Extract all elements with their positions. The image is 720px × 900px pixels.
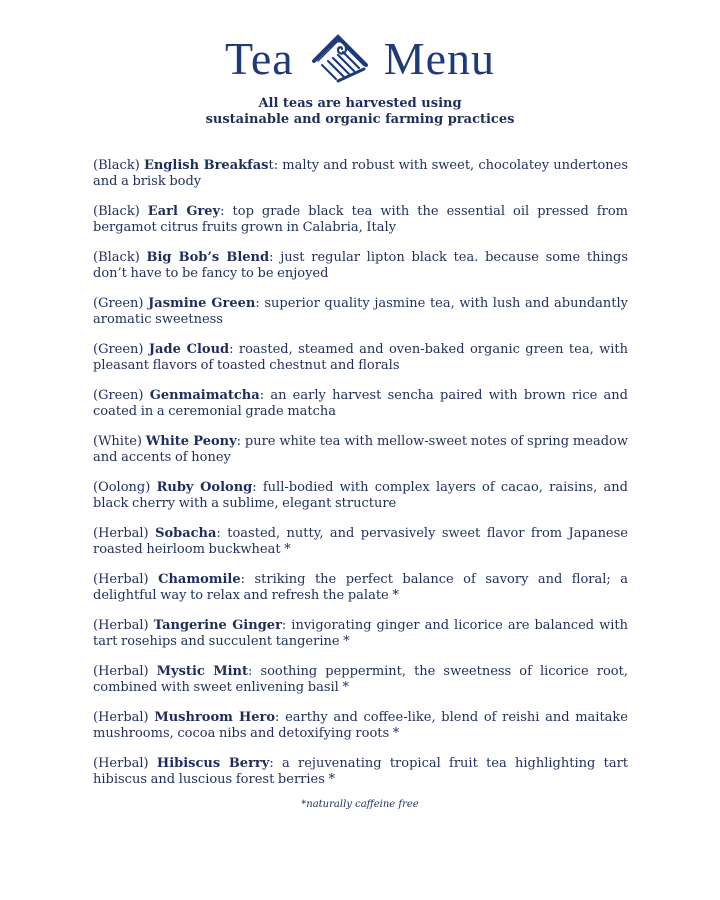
tea-type: (Herbal) — [93, 710, 149, 725]
tea-name: Genmaimatcha — [149, 388, 260, 403]
menu-item — [93, 296, 628, 328]
menu-item — [93, 342, 628, 374]
subtitle-line-1: All teas are harvested using — [258, 96, 462, 111]
tea-name: Earl Grey — [147, 204, 221, 219]
tea-name: English Breakfas — [143, 158, 269, 173]
page-header — [0, 24, 720, 94]
tea-type: (Herbal) — [93, 526, 149, 541]
tea-description: : earthy and coffee-like, blend of reishi and maitake mushrooms, cocoa nibs and detoxifying roots * — [93, 710, 628, 741]
tea-description: : just regular lipton black tea. because some things don’t have to be fancy to be enjoyed — [93, 250, 628, 281]
tea-type: (Herbal) — [93, 572, 149, 587]
tea-description: : a rejuvenating tropical fruit tea highlighting tart hibiscus and luscious forest berries * — [93, 756, 628, 787]
tea-description: : pure white tea with mellow-sweet notes of spring meadow and accents of honey — [93, 434, 628, 465]
tea-name: Big Bob’s Blend — [146, 250, 270, 265]
menu-item — [93, 710, 628, 742]
tea-name: White Peony — [145, 434, 237, 449]
tea-type: (Green) — [93, 296, 144, 311]
menu-item — [93, 618, 628, 650]
menu-item — [93, 158, 628, 190]
subtitle-line-2: sustainable and organic farming practices — [205, 112, 515, 127]
tea-description: : superior quality jasmine tea, with lush and abundantly aromatic sweetness — [93, 296, 628, 327]
tea-name: Mystic Mint — [156, 664, 249, 679]
caffeine-footnote: *naturally caffeine free — [301, 799, 419, 810]
menu-item — [93, 434, 628, 466]
tea-name: Hibiscus Berry — [156, 756, 270, 771]
title-menu: Menu — [383, 33, 496, 84]
menu-item — [93, 388, 628, 420]
tea-type: (Oolong) — [93, 480, 151, 495]
tea-description: : toasted, nutty, and pervasively sweet flavor from Japanese roasted heirloom buckwheat * — [93, 526, 628, 557]
tea-name: Chamomile — [158, 572, 241, 587]
menu-item — [93, 664, 628, 696]
tea-name: Jasmine Green — [148, 296, 256, 311]
tea-type: (Herbal) — [93, 618, 149, 633]
tea-menu-list — [93, 158, 628, 802]
tea-name: Mushroom Hero — [154, 710, 276, 725]
tea-type: (Herbal) — [93, 756, 149, 771]
temple-pillar-logo-icon — [308, 31, 372, 87]
menu-item — [93, 572, 628, 604]
tea-description: : top grade black tea with the essential oil pressed from bergamot citrus fruits grown in Calabria, Italy — [93, 204, 628, 235]
menu-item — [93, 480, 628, 512]
tea-description: : malty and robust with sweet, chocolatey undertones and a brisk body — [93, 158, 628, 189]
subtitle — [0, 96, 720, 128]
tea-description: : an early harvest sencha paired with brown rice and coated in a ceremonial grade matcha — [93, 388, 628, 419]
tea-name-tail: t — [268, 158, 274, 173]
tea-type: (White) — [93, 434, 142, 449]
menu-item — [93, 250, 628, 282]
menu-item — [93, 526, 628, 558]
tea-type: (Black) — [93, 204, 140, 219]
tea-type: (Herbal) — [93, 664, 149, 679]
tea-type: (Green) — [93, 342, 144, 357]
tea-type: (Black) — [93, 158, 140, 173]
tea-description: : soothing peppermint, the sweetness of licorice root, combined with sweet enlivening basil * — [93, 664, 628, 695]
tea-description: : invigorating ginger and licorice are balanced with tart rosehips and succulent tangerine * — [93, 618, 628, 649]
tea-name: Jade Cloud — [148, 342, 230, 357]
tea-type: (Black) — [93, 250, 140, 265]
title-tea: Tea — [224, 33, 294, 84]
tea-description: : roasted, steamed and oven-baked organic green tea, with pleasant flavors of toasted chestnut and florals — [93, 342, 628, 373]
tea-type: (Green) — [93, 388, 144, 403]
tea-description: : full-bodied with complex layers of cacao, raisins, and black cherry with a sublime, elegant structure — [93, 480, 628, 511]
menu-item — [93, 756, 628, 788]
tea-name: Ruby Oolong — [156, 480, 253, 495]
tea-name: Sobacha — [155, 526, 217, 541]
tea-name: Tangerine Ginger — [153, 618, 282, 633]
menu-item — [93, 204, 628, 236]
tea-description: : striking the perfect balance of savory and floral; a delightful way to relax and refresh the palate * — [93, 572, 628, 603]
